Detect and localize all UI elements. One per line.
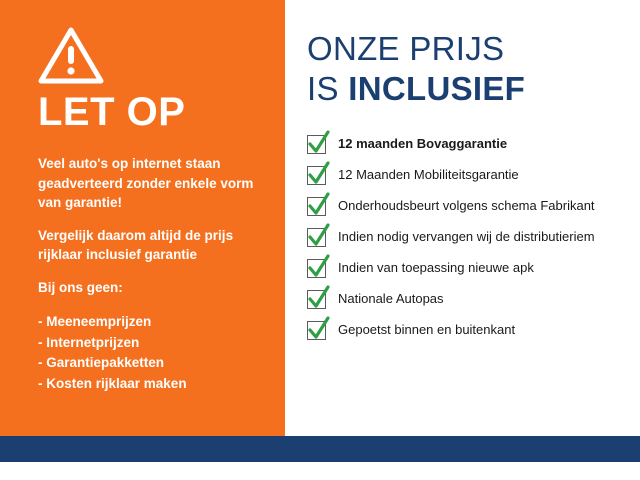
list-item	[307, 290, 628, 309]
exclusion-list	[38, 312, 259, 394]
let-op-title: LET OP	[38, 90, 186, 134]
check-icon	[307, 321, 326, 340]
list-item	[307, 321, 628, 340]
inclusion-label: Indien van toepassing nieuwe apk	[338, 260, 534, 276]
warning-triangle-icon	[38, 26, 104, 86]
list-item	[307, 228, 628, 247]
headline-line-2-bold: INCLUSIEF	[348, 70, 526, 108]
headline-line-2-regular: IS	[307, 70, 349, 108]
list-item	[307, 197, 628, 216]
inclusion-label: Gepoetst binnen en buitenkant	[338, 322, 516, 338]
inclusion-label: 12 Maanden Mobiliteitsgarantie	[338, 167, 519, 183]
warning-panel	[0, 0, 285, 436]
list-item: - Kosten rijklaar maken	[38, 375, 187, 391]
check-icon	[307, 259, 326, 278]
list-item: - Internetprijzen	[38, 334, 140, 350]
list-item	[307, 135, 628, 154]
inclusion-label: Nationale Autopas	[338, 291, 444, 307]
check-icon	[307, 290, 326, 309]
check-icon	[307, 197, 326, 216]
list-item	[307, 166, 628, 185]
inclusion-label: 12 maanden Bovaggarantie	[338, 136, 508, 152]
headline-line-1: ONZE PRIJS	[307, 30, 505, 67]
list-item: - Garantiepakketten	[38, 355, 165, 371]
warning-paragraph-2: Vergelijk daarom altijd de prijs rijklaar inclusief garantie	[38, 227, 234, 263]
warning-text	[38, 154, 259, 394]
bottom-navy-bar	[0, 436, 640, 462]
check-icon	[307, 166, 326, 185]
inclusions-list	[307, 135, 628, 340]
inclusion-label: Indien nodig vervangen wij de distributieriem	[338, 229, 595, 245]
list-item: - Meeneemprijzen	[38, 314, 152, 330]
warning-paragraph-1: Veel auto's op internet staan geadverteerd zonder enkele vorm van garantie!	[38, 156, 254, 211]
check-icon	[307, 228, 326, 247]
list-item	[307, 259, 628, 278]
inclusion-label: Onderhoudsbeurt volgens schema Fabrikant	[338, 198, 595, 214]
headline-line-2	[307, 70, 628, 108]
warning-paragraph-3: Bij ons geen:	[38, 279, 123, 295]
page-title	[307, 30, 628, 109]
check-icon	[307, 135, 326, 154]
bottom-white-bar	[0, 462, 640, 480]
inclusive-panel	[285, 0, 640, 436]
